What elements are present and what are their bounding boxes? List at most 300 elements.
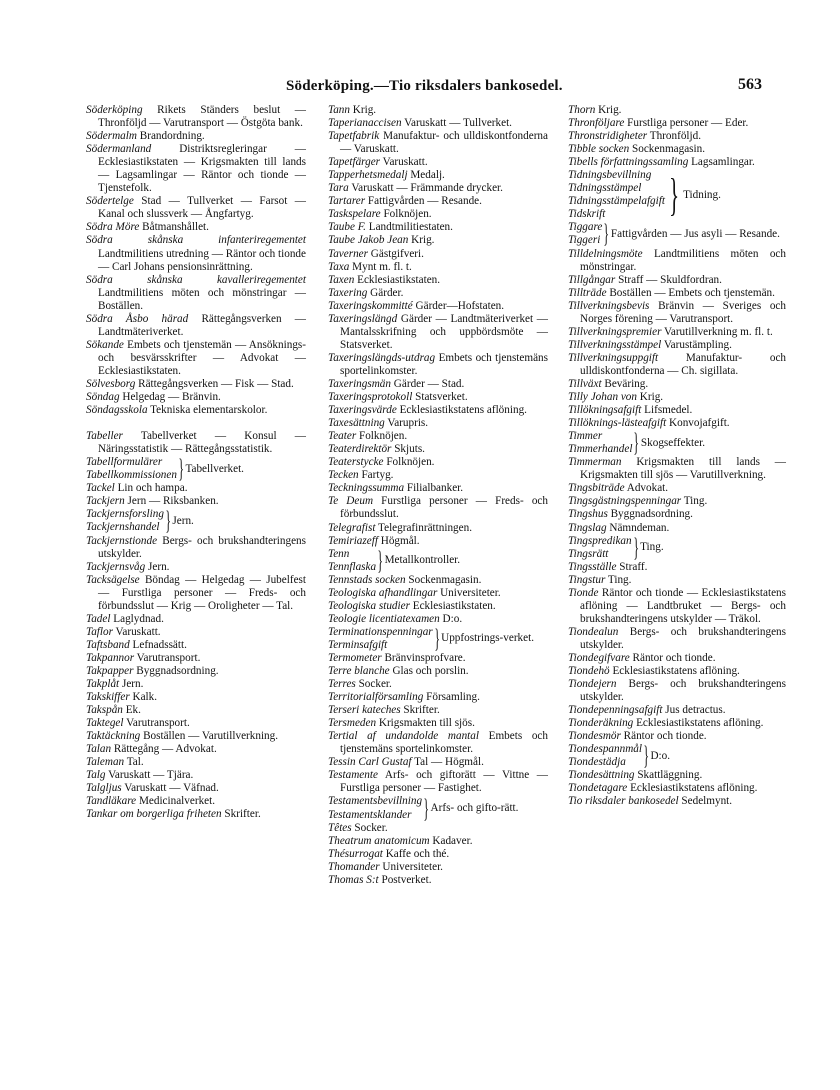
index-headword: Taleman	[86, 756, 125, 769]
index-headword: Taxa	[328, 260, 350, 273]
index-entry	[328, 535, 548, 548]
index-entry	[328, 430, 548, 443]
index-entry	[86, 495, 306, 508]
index-headword: Tilldelningsmöte	[568, 247, 643, 260]
index-headword: Tiondetagare	[568, 782, 628, 795]
index-headword: Taube Jakob Jean	[328, 234, 409, 247]
index-entry	[568, 104, 786, 117]
index-reference: Tabellverket.	[185, 462, 244, 475]
index-headword: Tadel	[86, 612, 111, 625]
index-entry-group	[568, 743, 786, 769]
index-headword: Sökande	[86, 338, 124, 351]
index-entry	[568, 730, 786, 743]
index-headword: Teaterdirektör	[328, 443, 392, 456]
brace-glyph: }	[434, 623, 440, 653]
index-reference: Rikets Ständers beslut — Thronföljd — Varutransport — Östgöta bank.	[98, 104, 306, 130]
index-headword: Tiondespannmål	[568, 743, 642, 756]
index-entry	[328, 352, 548, 378]
index-headword: Söderköping	[86, 104, 143, 116]
column-3	[568, 104, 786, 809]
index-reference: Fattigvården — Jus asyli — Resande.	[610, 227, 780, 240]
index-entry	[568, 626, 786, 652]
index-reference: Jern.	[172, 514, 194, 527]
running-title: Söderköping.—Tio riksdalers bankosedel.	[286, 78, 563, 94]
index-headword: Taxeringslängd	[328, 312, 398, 325]
index-reference: Manufaktur- och ulldiskontfonderna — Ch. sigillata.	[580, 351, 786, 377]
index-reference: Gästgifveri.	[368, 247, 424, 260]
index-headword: Thronstridigheter	[568, 130, 648, 143]
index-headword: Söndag	[86, 391, 120, 404]
index-entry	[86, 626, 306, 639]
index-reference: Varuskatt — Främmande drycker.	[348, 182, 503, 195]
index-reference: Lin och hampa.	[114, 482, 188, 495]
index-entry	[328, 378, 548, 391]
index-entry	[86, 730, 306, 743]
index-headword: Tecken	[328, 469, 359, 482]
index-reference: Medalj.	[407, 169, 445, 182]
index-entry	[86, 430, 306, 456]
index-reference: Skrifter.	[400, 704, 440, 717]
index-reference: D:o.	[439, 612, 463, 625]
index-entry	[568, 274, 786, 287]
index-reference: Varuskatt — Tjära.	[105, 769, 194, 782]
index-headword: Tackjernstionde	[86, 534, 158, 547]
index-entry	[328, 769, 548, 795]
index-entry	[86, 717, 306, 730]
index-entry	[568, 561, 786, 574]
index-entry	[568, 769, 786, 782]
index-entry	[86, 221, 306, 234]
index-reference: Båtmanshållet.	[139, 221, 209, 234]
index-reference: Distriktsregleringar — Ecklesiastikstaten — Krigsmakten till lands — Lagsamlingar — Räntor och tionde — Tjenstefolk.	[98, 143, 306, 195]
index-headword: Tilly Johan von	[568, 391, 637, 404]
index-headword: Södra Möre	[86, 221, 140, 234]
page-number: 563	[738, 76, 762, 93]
index-reference: Fartyg.	[358, 469, 394, 482]
index-entry	[328, 469, 548, 482]
index-entry	[568, 508, 786, 521]
index-headword: Taskspelare	[328, 208, 381, 221]
brace-glyph: }	[669, 169, 680, 221]
index-entry	[86, 743, 306, 756]
index-headword: Talgljus	[86, 782, 122, 795]
index-headword: Tidningsbevillning	[568, 169, 652, 182]
index-headword: Tillverkningsuppgift	[568, 351, 659, 364]
index-headword: Terre blanche	[328, 665, 390, 678]
index-entry	[328, 195, 548, 208]
index-entry	[86, 756, 306, 769]
index-headword: Taxeringskommitté	[328, 299, 413, 312]
index-reference: Advokat.	[624, 482, 669, 495]
index-headword: Teologie licentiatexamen	[328, 612, 440, 625]
index-entry	[568, 417, 786, 430]
brace-glyph: }	[633, 428, 640, 458]
index-entry	[86, 378, 306, 391]
index-reference: Manufaktur- och ulldiskontfonderna — Varuskatt.	[340, 130, 548, 156]
index-entry	[568, 143, 786, 156]
index-headword: Testamente	[328, 769, 378, 782]
index-entry	[568, 326, 786, 339]
index-headword: Tackjernsforsling	[86, 508, 164, 521]
index-headword: Taflor	[86, 625, 113, 638]
index-reference: Beväring.	[601, 377, 649, 390]
index-headword: Tapperhetsmedalj	[328, 169, 408, 182]
index-headword: Söndagsskola	[86, 404, 148, 417]
index-headword: Tingsställe	[568, 560, 617, 573]
index-entry	[568, 652, 786, 665]
index-entry	[86, 665, 306, 678]
index-reference: Krigsmakten till sjös.	[376, 717, 475, 730]
index-reference: Telegrafinrättningen.	[375, 521, 473, 534]
index-reference: Varuskatt — Väfnad.	[121, 782, 219, 795]
index-headword: Tiondestädja	[568, 756, 626, 769]
index-reference: Medicinalverket.	[136, 795, 216, 808]
index-entry	[328, 234, 548, 247]
index-headword: Tionderäkning	[568, 717, 634, 730]
index-reference: Krig.	[636, 391, 664, 404]
index-headword: Tiondejern	[568, 678, 617, 691]
index-reference: Rättegångsverken — Fisk — Stad.	[135, 377, 294, 390]
index-reference: Bergs- och brukshandteringens utskylder.	[580, 625, 786, 651]
index-entry	[328, 391, 548, 404]
index-headword: Têtes	[328, 821, 352, 834]
index-entry	[328, 574, 548, 587]
index-headword: Tiondegifvare	[568, 651, 630, 664]
index-reference: Varutransport.	[134, 651, 201, 664]
index-entry	[568, 482, 786, 495]
index-reference: Brandordning.	[136, 130, 205, 143]
index-entry	[568, 665, 786, 678]
index-reference: Ecklesiastikstatens aflöning.	[609, 665, 740, 678]
index-reference: Folknöjen.	[383, 456, 435, 469]
index-headword: Tillgångar	[568, 273, 616, 286]
index-headword: Tackjern	[86, 495, 125, 508]
index-reference: Bränvinsprofvare.	[381, 651, 466, 664]
index-reference: Glas och porslin.	[389, 665, 469, 678]
index-headword: Sölvesborg	[86, 377, 136, 390]
index-reference: Varuskatt.	[380, 156, 428, 169]
index-headword: Tillverkningspremier	[568, 325, 662, 338]
index-entry	[568, 248, 786, 274]
index-headword: Taxesättning	[328, 417, 385, 430]
index-entry-group	[86, 508, 306, 534]
index-entry	[328, 156, 548, 169]
column-2	[328, 104, 548, 887]
index-headword: Tiggare	[568, 221, 603, 234]
index-headword: Thorn	[568, 104, 596, 116]
index-reference: Uppfostrings-verket.	[441, 632, 535, 645]
index-entry	[328, 861, 548, 874]
index-reference: Konvojafgift.	[666, 417, 730, 430]
brace-glyph: }	[423, 793, 430, 823]
index-entry	[568, 300, 786, 326]
index-entry	[568, 574, 786, 587]
index-reference: Ecklesiastikstatens aflöning.	[633, 717, 764, 730]
index-headword: Taxeringslängds-utdrag	[328, 351, 436, 364]
brace-glyph: }	[603, 219, 610, 249]
index-reference: Gärder — Stad.	[391, 377, 465, 390]
index-headword: Taube F.	[328, 221, 366, 234]
index-entry	[86, 574, 306, 613]
index-headword: Södra skånska infanteriregementet	[86, 234, 306, 247]
index-headword: Tillverkningsbevis	[568, 299, 650, 312]
index-headword: Tabeller	[86, 430, 123, 443]
index-reference: Jus detractus.	[662, 704, 726, 717]
index-headword: Tann	[328, 104, 350, 116]
index-reference: Fattigvården — Resande.	[365, 195, 482, 208]
index-entry	[568, 378, 786, 391]
index-headword: Tidningsstämpel	[568, 182, 642, 195]
index-headword: Talan	[86, 743, 112, 756]
index-headword: Tingsrätt	[568, 547, 609, 560]
index-reference: Landtmilitiens möten och mönstringar — Boställen.	[98, 286, 306, 312]
index-headword: Tankar om borgerliga friheten	[86, 808, 222, 821]
index-entry	[328, 522, 548, 535]
index-entry	[328, 691, 548, 704]
index-entry	[86, 704, 306, 717]
index-reference: Stad — Tullverket — Farsot — Kanal och slussverk — Ångfartyg.	[98, 195, 306, 221]
index-reference: Byggnadsordning.	[607, 508, 693, 521]
index-entry	[568, 287, 786, 300]
index-entry	[86, 482, 306, 495]
index-reference: Mynt m. fl. t.	[349, 260, 412, 273]
index-headword: Tertial af undandolde mantal	[328, 730, 479, 743]
index-reference: Metallkontroller.	[384, 554, 461, 567]
index-headword: Tennflaska	[328, 560, 377, 573]
index-headword: Timmerhandel	[568, 443, 633, 456]
index-reference: Universiteter.	[437, 586, 501, 599]
index-reference: Lifsmedel.	[641, 404, 693, 417]
index-reference: Krigsmakten till lands — Krigsmakten till sjös — Varutillverkning.	[580, 456, 786, 482]
index-entry	[328, 274, 548, 287]
index-entry	[86, 769, 306, 782]
index-headword: Tiondealun	[568, 625, 619, 638]
index-entry	[568, 352, 786, 378]
index-headword: Tibble socken	[568, 143, 630, 156]
index-entry	[328, 404, 548, 417]
index-reference: Helgedag — Bränvin.	[119, 391, 221, 404]
index-reference: Folknöjen.	[356, 430, 408, 443]
index-entry	[328, 730, 548, 756]
index-entry	[568, 156, 786, 169]
index-entry	[86, 561, 306, 574]
index-headword: Tingsgästningspenningar	[568, 495, 682, 508]
index-reference: Kadaver.	[429, 834, 473, 847]
index-headword: Södra skånska kavalleriregementet	[86, 273, 306, 286]
index-entry-group	[328, 795, 548, 821]
index-reference: Jern — Riksbanken.	[124, 495, 219, 508]
index-entry	[328, 756, 548, 769]
index-headword: Terseri kateches	[328, 704, 401, 717]
index-reference: Postverket.	[378, 873, 432, 886]
index-entry	[328, 300, 548, 313]
index-reference: Böndag — Helgedag — Jubelfest — Furstliga personer — Freds- och förbundsslut — Krig — Oroligheter — Tal.	[98, 573, 306, 612]
index-reference: Varutillverkning m. fl. t.	[661, 325, 773, 338]
index-reference: Sockenmagasin.	[405, 573, 482, 586]
index-entry	[328, 221, 548, 234]
index-headword: Tacksägelse	[86, 573, 140, 586]
index-reference: Arfs- och giftorätt — Vittne — Furstliga personer — Fastighet.	[340, 769, 548, 795]
index-reference: Sedelmynt.	[678, 795, 733, 808]
brace-glyph: }	[377, 545, 384, 575]
index-entry	[86, 313, 306, 339]
index-entry-group	[328, 623, 548, 653]
index-headword: Tio riksdaler bankosedel	[568, 795, 679, 808]
index-headword: Termometer	[328, 651, 382, 664]
index-reference: Filialbanker.	[404, 482, 464, 495]
index-headword: Tackjernshandel	[86, 521, 160, 534]
index-entry	[328, 208, 548, 221]
index-entry-group	[568, 532, 786, 562]
index-headword: Södertelge	[86, 195, 134, 208]
index-reference: Varutransport.	[123, 717, 190, 730]
index-reference: Landtmilitiens möten och mönstringar.	[580, 247, 786, 273]
index-headword: Tionde	[568, 586, 599, 599]
index-headword: Södermanland	[86, 143, 152, 156]
index-headword: Södermalm	[86, 130, 137, 143]
index-reference: Jern.	[119, 678, 144, 691]
index-headword: Teater	[328, 430, 357, 443]
column-1	[86, 104, 306, 822]
index-reference: Gärder—Hofstaten.	[412, 299, 505, 312]
index-headword: Tennstads socken	[328, 573, 406, 586]
index-headword: Theatrum anatomicum	[328, 834, 430, 847]
index-reference: Ecklesiastikstatens aflöning.	[627, 782, 758, 795]
index-entry	[86, 678, 306, 691]
index-headword: Teologiska afhandlingar	[328, 586, 438, 599]
section-gap	[86, 417, 306, 430]
index-reference: Socker.	[351, 821, 388, 834]
index-headword: Tingstur	[568, 573, 606, 586]
index-reference: Ecklesiastikstaten.	[409, 599, 496, 612]
brace-glyph: }	[633, 532, 639, 562]
index-reference: Krig.	[595, 104, 622, 116]
index-entry	[328, 313, 548, 352]
index-reference: Kalk.	[129, 691, 158, 704]
index-reference: Landtmilitiens utredning — Räntor och tionde — Carl Johans pensionsinrättning.	[98, 247, 306, 273]
index-entry	[328, 287, 548, 300]
index-headword: Tidningsstämpelafgift	[568, 195, 665, 208]
index-entry	[86, 639, 306, 652]
index-headword: Teckningssumma	[328, 482, 405, 495]
index-reference: Gärder — Landtmäteriverket — Mantalsskrifning och uppbördsmöte — Statsverket.	[340, 312, 548, 351]
index-reference: Bergs- och brukshandteringens utskylder.	[98, 534, 306, 560]
index-headword: Södra Åsbo härad	[86, 312, 189, 325]
index-entry	[328, 822, 548, 835]
brace-glyph: }	[165, 506, 171, 536]
index-entry-group	[568, 169, 786, 221]
index-reference: Ecklesiastikstatens aflöning.	[396, 404, 527, 417]
index-entry	[328, 665, 548, 678]
index-entry	[328, 600, 548, 613]
index-reference: Rättegångsverken — Landtmäteriverket.	[98, 312, 306, 338]
index-entry-group	[86, 456, 306, 482]
index-headword: Tillöknings-lästeafgift	[568, 417, 667, 430]
index-headword: Thronföljare	[568, 117, 625, 130]
index-reference: Boställen — Embets och tjenstemän.	[606, 286, 775, 299]
index-reference: Räntor och tionde.	[620, 730, 707, 743]
index-reference: Räntor och tionde — Ecklesiastikstatens aflöning — Landtbruket — Bergs- och brukshandteringens utskylder — Träkol.	[580, 586, 786, 625]
index-reference: Kaffe och thé.	[382, 847, 450, 860]
index-headword: Tiondehö	[568, 665, 610, 678]
index-headword: Taxering	[328, 286, 368, 299]
index-reference: Rättegång — Advokat.	[111, 743, 217, 756]
index-headword: Tillträde	[568, 286, 607, 299]
index-entry	[568, 339, 786, 352]
index-entry	[86, 613, 306, 626]
index-entry	[328, 482, 548, 495]
index-entry-group	[328, 545, 548, 575]
index-reference: Lagsamlingar.	[688, 156, 755, 169]
index-entry	[86, 535, 306, 561]
index-reference: Universiteter.	[379, 860, 443, 873]
index-headword: Testamentsklander	[328, 808, 412, 821]
index-entry	[568, 795, 786, 808]
index-reference: Byggnadsordning.	[133, 664, 219, 677]
index-headword: Tingshus	[568, 508, 608, 521]
index-entry	[86, 195, 306, 221]
index-headword: Tidskrift	[568, 208, 606, 221]
index-reference: Arfs- och gifto-rätt.	[430, 802, 519, 814]
index-reference: Varupris.	[384, 417, 429, 430]
index-reference: D:o.	[650, 749, 671, 762]
index-entry	[568, 404, 786, 417]
index-headword: Tartarer	[328, 195, 366, 208]
index-headword: Tackel	[86, 482, 115, 495]
index-reference: Landtmilitiestaten.	[365, 221, 453, 234]
index-entry	[86, 782, 306, 795]
index-entry	[86, 808, 306, 821]
index-reference: Laglydnad.	[110, 612, 164, 625]
index-headword: Tiondesmör	[568, 730, 621, 743]
index-headword: Testamentsbevillning	[328, 795, 423, 808]
index-headword: Takpapper	[86, 664, 134, 677]
index-headword: Taktäckning	[86, 730, 141, 743]
index-reference: Lefnadssätt.	[129, 638, 187, 651]
index-headword: Taperianaccisen	[328, 117, 402, 130]
index-entry	[328, 704, 548, 717]
brace-glyph: }	[643, 741, 650, 771]
index-headword: Takplåt	[86, 678, 120, 691]
index-entry-group	[568, 221, 786, 247]
index-reference: Jern.	[145, 560, 170, 573]
index-entry	[86, 234, 306, 273]
index-entry	[328, 652, 548, 665]
index-entry	[568, 456, 786, 482]
index-entry	[568, 717, 786, 730]
index-headword: Taverner	[328, 247, 368, 260]
index-entry	[86, 795, 306, 808]
index-headword: Terminsafgift	[328, 638, 388, 651]
index-headword: Taxeringsmän	[328, 377, 391, 390]
index-entry	[328, 182, 548, 195]
index-headword: Thomas S:t	[328, 873, 379, 886]
index-headword: Taxeringsvärde	[328, 404, 397, 417]
index-headword: Tackjernsvåg	[86, 560, 146, 573]
index-headword: Taftsband	[86, 638, 130, 651]
index-reference: Skattläggning.	[634, 769, 703, 782]
index-headword: Tingslag	[568, 521, 607, 534]
index-headword: Telegrafist	[328, 521, 376, 534]
index-headword: Tingspredikan	[568, 534, 632, 547]
index-reference: Sockenmagasin.	[629, 143, 706, 156]
index-entry	[568, 391, 786, 404]
index-entry	[86, 652, 306, 665]
index-reference: Skjuts.	[391, 443, 425, 456]
index-entry	[328, 169, 548, 182]
index-reference: Gärder.	[367, 286, 404, 299]
index-entry	[568, 704, 786, 717]
